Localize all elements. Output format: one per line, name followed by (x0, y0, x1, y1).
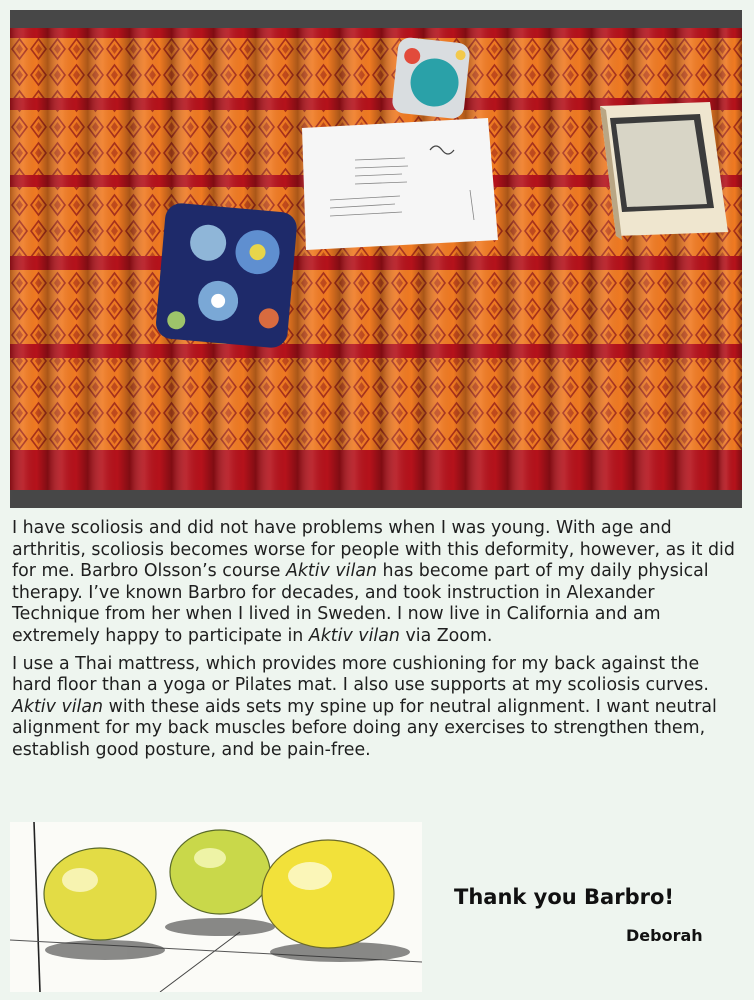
course-name: Aktiv vilan (308, 625, 400, 646)
book (600, 102, 728, 240)
mattress-photo (10, 10, 742, 508)
large-cushion (155, 202, 298, 349)
p1-part-1: I have scoliosis and did not have problems when I was young. With age and arthritis, scoliosis becomes worse for people with this deformity, however, as it did for me. Barbro Olsson’s course (12, 518, 735, 582)
thank-you-heading: Thank you Barbro! (454, 885, 674, 909)
letter-paper (302, 118, 498, 250)
course-name: Aktiv vilan (285, 561, 378, 582)
paragraph-1 (12, 518, 742, 648)
p2-part-1: I use a Thai mattress, which provides more cushioning for my back against the hard floor than a yoga or Pilates mat. I also use supports at my scoliosis curves. (12, 653, 709, 696)
lemons-illustration (10, 822, 422, 992)
lemons-sketch (10, 822, 422, 992)
course-name: Aktiv vilan (12, 696, 104, 717)
small-cushion (391, 37, 471, 120)
p1-part-3: via Zoom. (399, 625, 493, 646)
signature: Deborah (626, 926, 703, 945)
testimonial-text (12, 518, 742, 768)
p2-part-2: with these aids sets my spine up for neutral alignment. I want neutral alignment for my back muscles before doing any exercises to strengthen them, establish good posture, and be pain-free. (12, 696, 717, 760)
p1-part-2: has become part of my daily physical therapy. I’ve known Barbro for decades, and took instruction in Alexander Technique from her when I lived in Sweden. I now live in California and am extremely happy to participate in (12, 561, 709, 646)
paragraph-2 (12, 654, 742, 762)
thai-mattress-illustration (10, 10, 742, 508)
